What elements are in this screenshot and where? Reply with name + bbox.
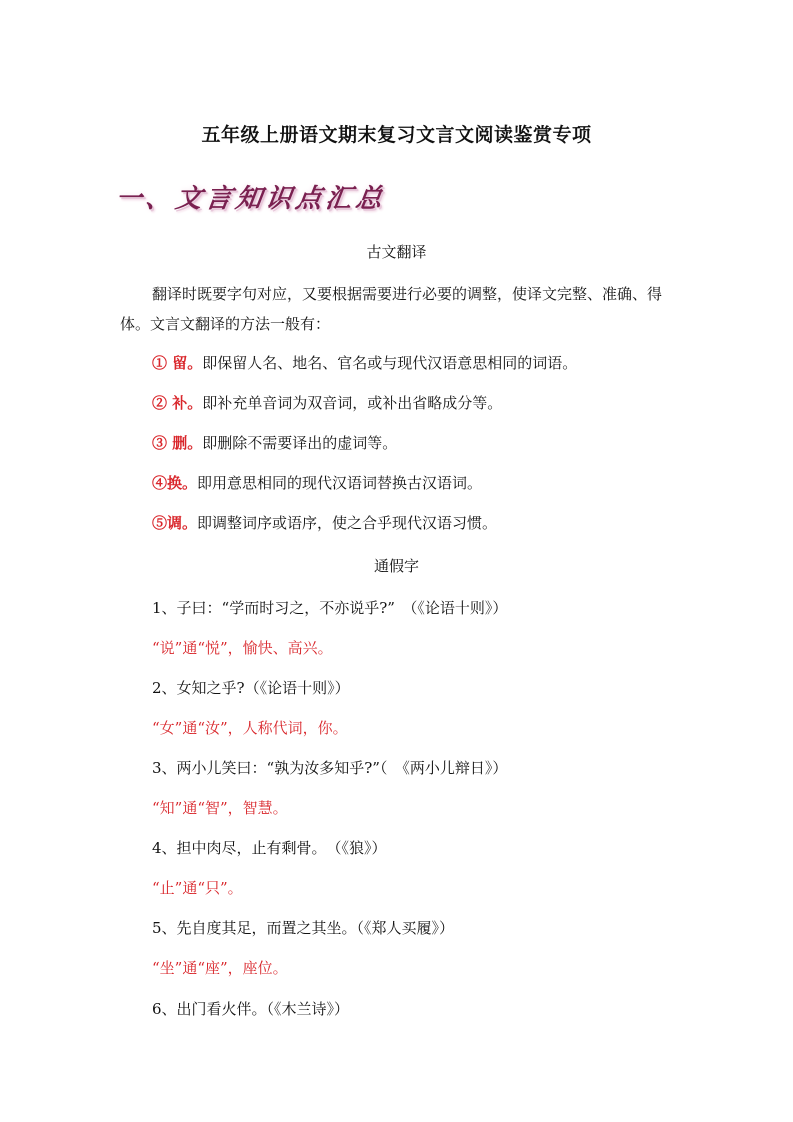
example-note: “止”通“只”。 — [152, 879, 243, 897]
example-sentence: 3、两小儿笑曰：“孰为汝多知乎?”（ 《两小儿辩日》） — [152, 759, 508, 777]
example-sentence: 2、女知之乎?（《论语十则》） — [152, 679, 350, 697]
rule-marker: ③ 删。 — [152, 434, 203, 452]
example-sentence: 4、担中肉尽，止有剩骨。 （《狼》） — [152, 839, 387, 857]
rule-text: 即删除不需要译出的虚词等。 — [202, 434, 398, 452]
rule-item — [152, 392, 502, 413]
rule-item — [152, 432, 397, 453]
rule-text: 即保留人名、地名、官名或与现代汉语意思相同的词语。 — [202, 354, 578, 372]
page-title: 五年级上册语文期末复习文言文阅读鉴赏专项 — [201, 124, 592, 146]
rule-marker: ① 留。 — [152, 354, 203, 372]
rule-marker: ② 补。 — [152, 394, 203, 412]
rule-text: 即调整词序或语序，使之合乎现代汉语习惯。 — [197, 514, 498, 532]
example-sentence: 6、出门看火伴。（《木兰诗》） — [152, 1000, 350, 1018]
tongjiazi-heading: 通假字 — [373, 557, 419, 575]
example-sentence: 5、先自度其足，而置之其坐。（《郑人买履》） — [152, 919, 455, 937]
rule-marker: ④换。 — [152, 474, 198, 492]
rule-text: 即用意思相同的现代汉语词替换古汉语词。 — [197, 474, 483, 492]
rule-item — [152, 512, 497, 533]
rule-item — [152, 352, 577, 373]
section-banner: 一、文言知识点汇总 — [113, 184, 388, 214]
example-note: “坐”通“座”，座位。 — [152, 959, 288, 977]
example-sentence: 1、子曰：“学而时习之，不亦说乎?” （《论语十则》） — [152, 599, 508, 617]
rule-marker: ⑤调。 — [152, 514, 198, 532]
example-note: “知”通“智”，智慧。 — [152, 799, 288, 817]
example-note: “女”通“汝”，人称代词，你。 — [152, 719, 348, 737]
rule-item — [152, 472, 482, 493]
translation-intro: 翻译时既要字句对应，又要根据需要进行必要的调整，使译文完整、准确、得体。文言文翻译的方法一般有： — [120, 285, 663, 333]
example-note: “说”通“悦”，愉快、高兴。 — [152, 639, 333, 657]
translation-heading: 古文翻译 — [366, 243, 427, 261]
rule-text: 即补充单音词为双音词，或补出省略成分等。 — [202, 394, 503, 412]
